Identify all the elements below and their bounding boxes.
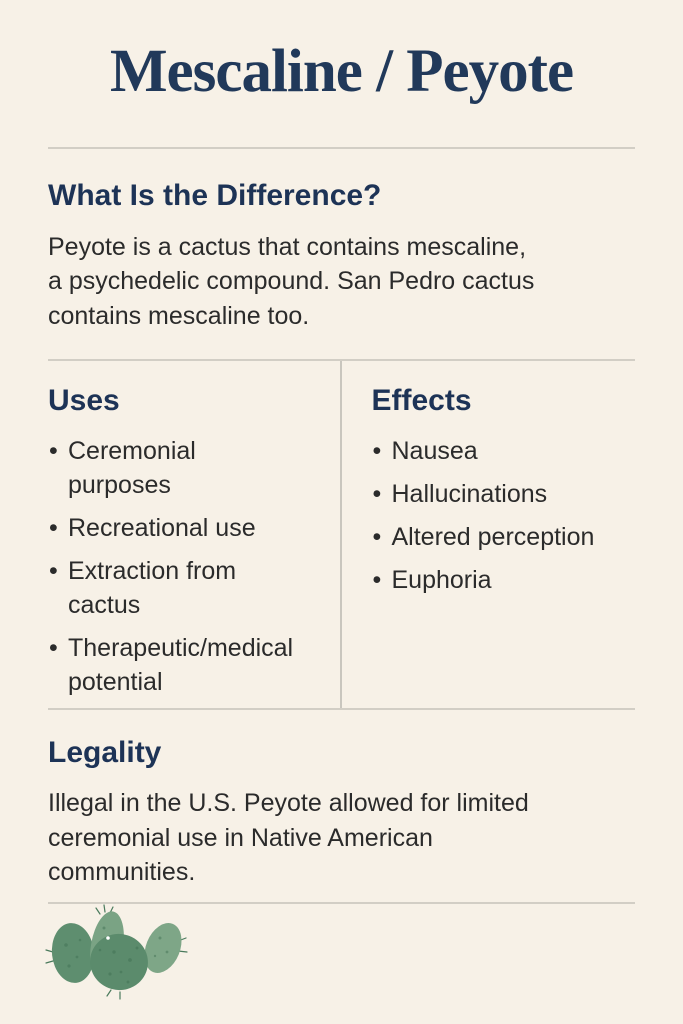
legality-heading: Legality	[48, 735, 162, 769]
section-legality	[0, 736, 683, 890]
divider	[48, 147, 635, 149]
uses-item: • Therapeutic/medical potential	[48, 631, 300, 699]
uses-item: • Ceremonial purposes	[48, 434, 300, 502]
legality-body: Illegal in the U.S. Peyote allowed for limited ceremonial use in Native American communities.	[48, 789, 529, 887]
effects-item: • Hallucinations	[372, 477, 668, 511]
uses-list	[48, 434, 324, 699]
section-difference	[0, 179, 683, 333]
uses-item: • Extraction from cactus	[48, 554, 300, 622]
divider	[48, 708, 635, 710]
difference-body: Peyote is a cactus that contains mescaline, a psychedelic compound. San Pedro cactus contains mescaline too.	[48, 232, 535, 330]
uses-effects-columns	[0, 361, 683, 708]
difference-heading: What Is the Difference?	[48, 179, 382, 213]
effects-heading: Effects	[371, 384, 472, 418]
effects-item: • Euphoria	[372, 563, 668, 597]
effects-item: • Nausea	[372, 434, 668, 468]
page-title: Mescaline / Peyote	[109, 38, 574, 105]
effects-column	[342, 361, 683, 708]
cactus-illustration	[42, 900, 202, 1012]
uses-item: • Recreational use	[48, 511, 300, 545]
uses-heading: Uses	[48, 384, 120, 418]
effects-item: • Altered perception	[372, 520, 668, 554]
effects-list	[372, 434, 668, 597]
uses-column	[0, 361, 342, 708]
